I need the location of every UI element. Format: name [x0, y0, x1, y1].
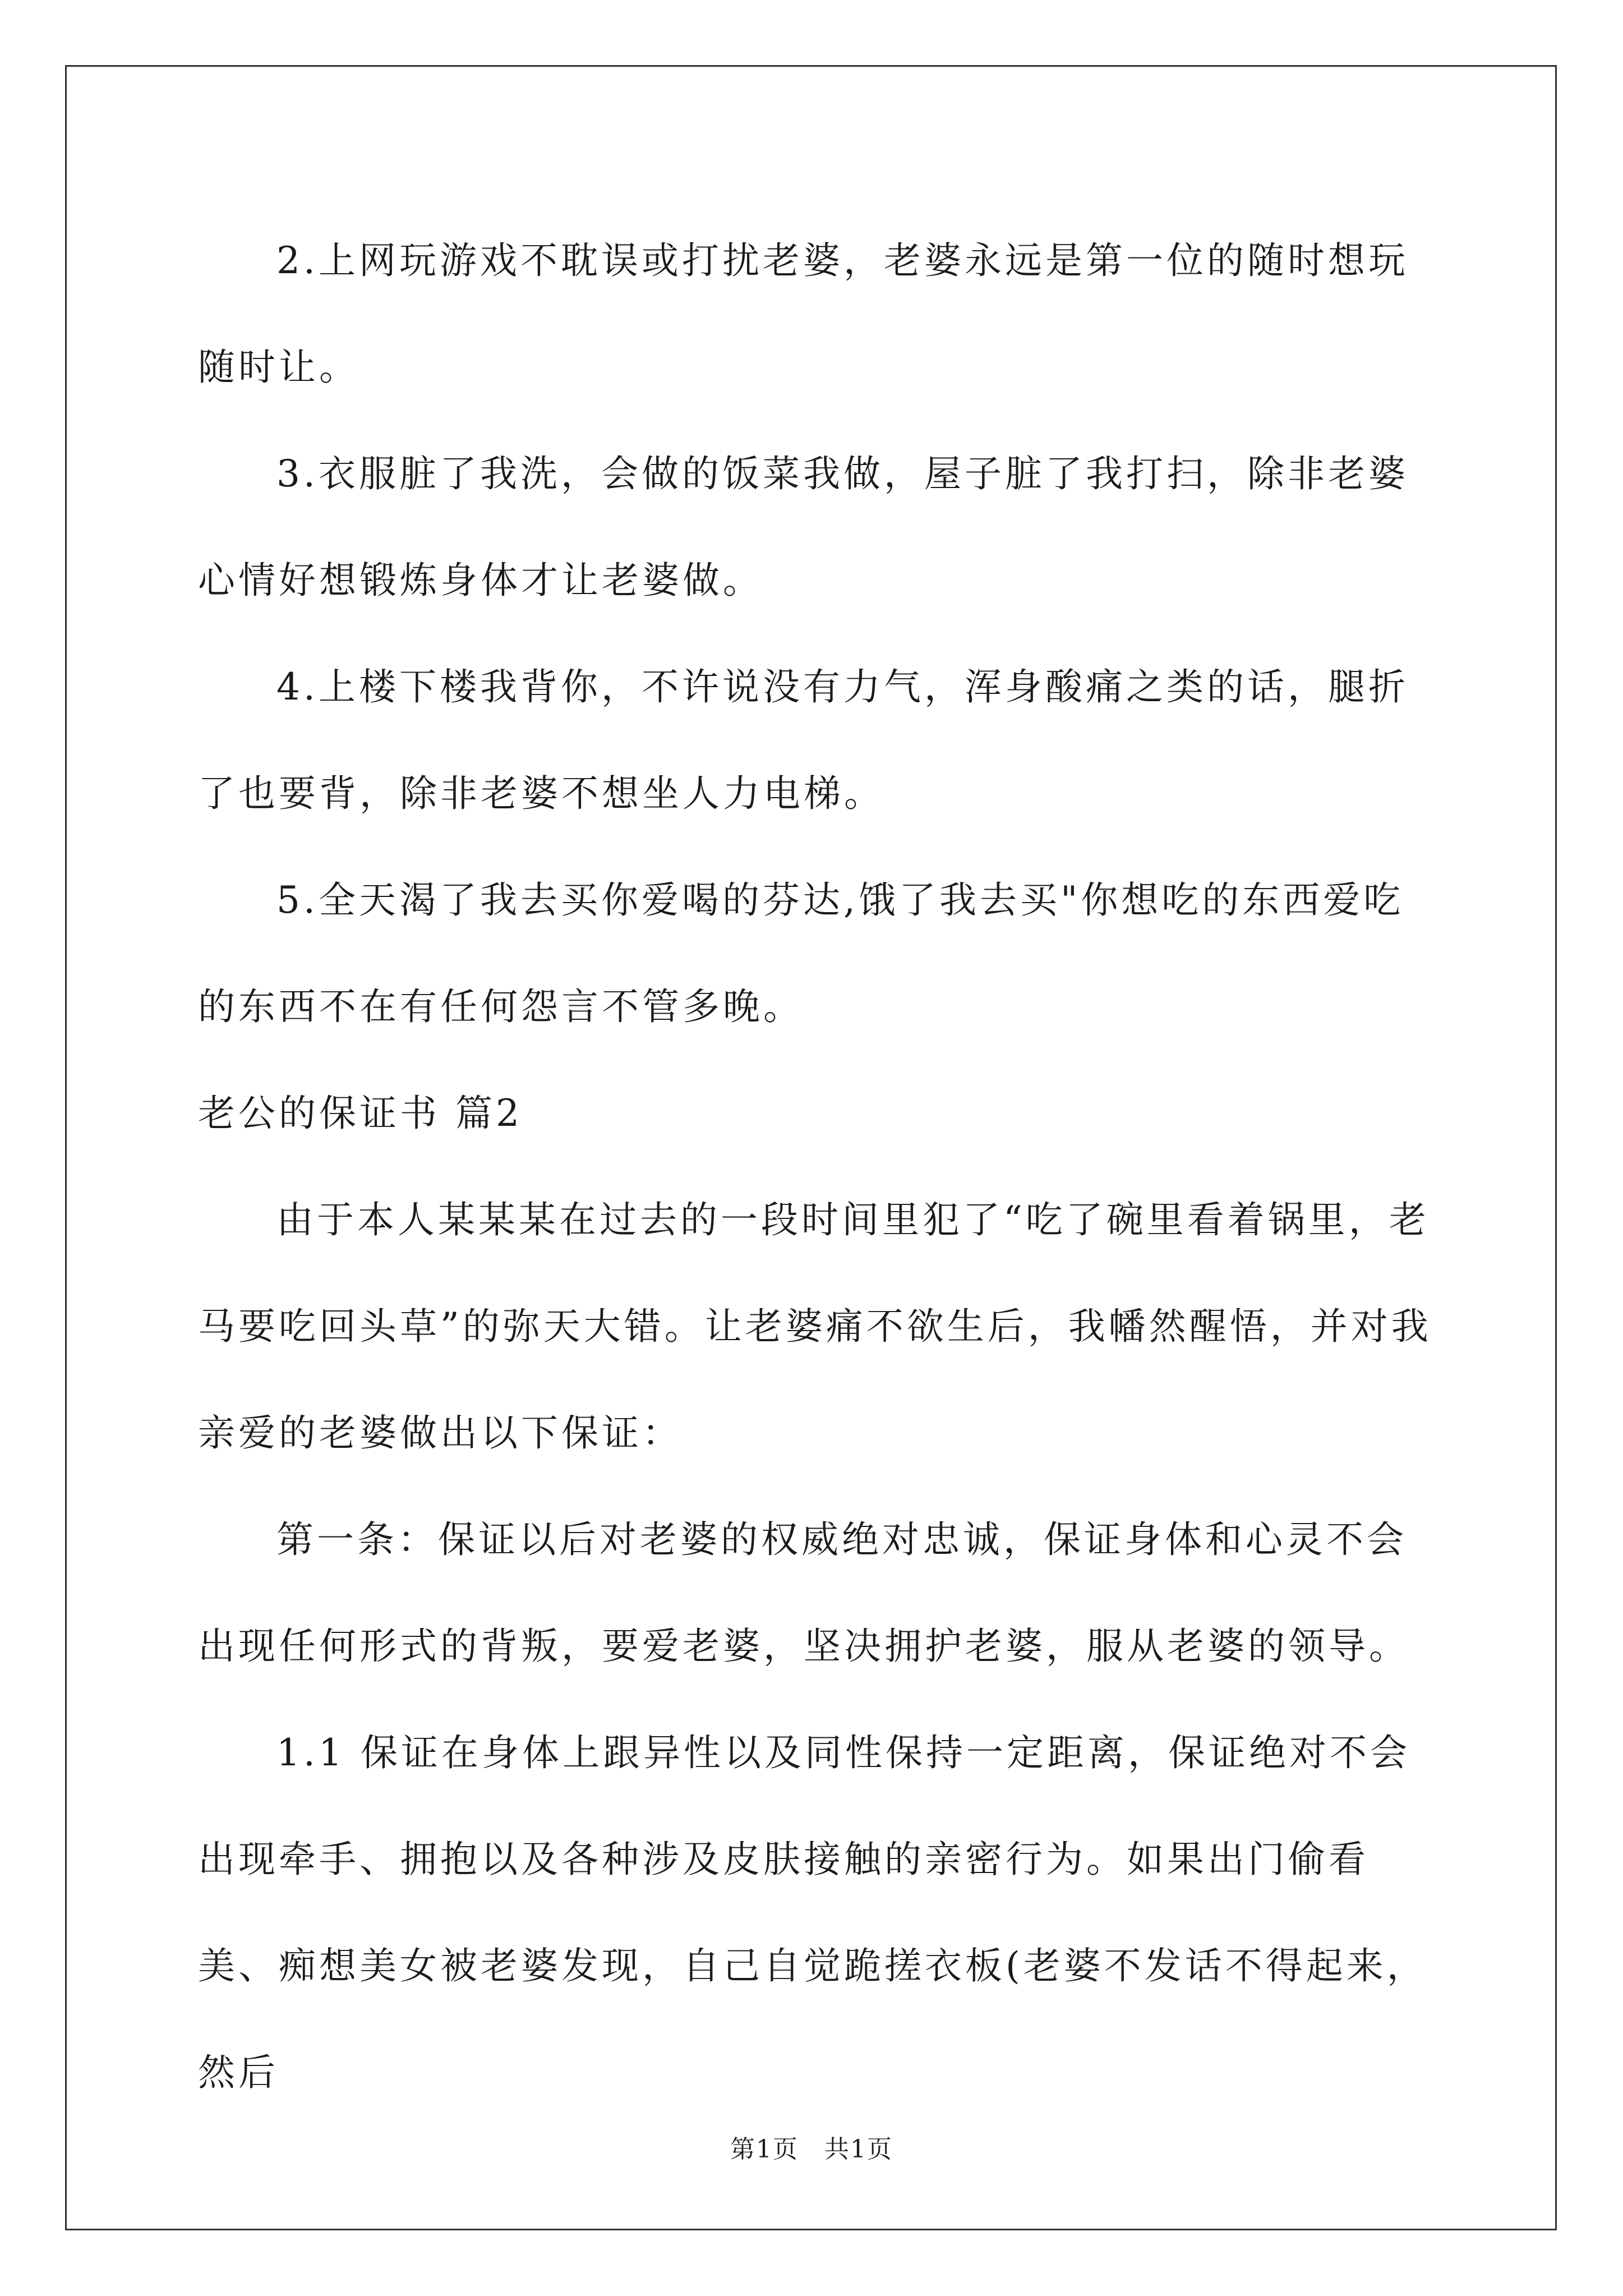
paragraph-intro: 由于本人某某某在过去的一段时间里犯了“吃了碗里看着锅里，老马要吃回头草”的弥天大错。让老婆痛不欲生后，我幡然醒悟，并对我亲爱的老婆做出以下保证：: [198, 1198, 1432, 1455]
paragraph-item-5: 5.全天渴了我去买你爱喝的芬达,饿了我去买"你想吃的东西爱吃的东西不在有任何怨言不管多晚。: [198, 878, 1404, 1028]
paragraph-item-4: 4.上楼下楼我背你，不许说没有力气，浑身酸痛之类的话，腿折了也要背，除非老婆不想坐人力电梯。: [198, 665, 1409, 815]
paragraph-article-1-1: 1.1 保证在身体上跟异性以及同性保持一定距离，保证绝对不会出现牵手、拥抱以及各种涉及皮肤接触的亲密行为。如果出门偷看美、痴想美女被老婆发现，自己自觉跪搓衣板(老婆不发话不得起来，然后: [198, 1731, 1427, 2094]
paragraph-article-1: 第一条：保证以后对老婆的权威绝对忠诚，保证身体和心灵不会出现任何形式的背叛，要爱老婆，坚决拥护老婆，服从老婆的领导。: [198, 1518, 1409, 1668]
document-body: [198, 208, 1432, 2126]
page-footer: 第1页 共1页: [730, 2135, 893, 2164]
section-heading: 老公的保证书 篇2: [198, 1092, 523, 1135]
paragraph-item-2: 2.上网玩游戏不耽误或打扰老婆，老婆永远是第一位的随时想玩随时让。: [198, 239, 1409, 389]
paragraph-item-3: 3.衣服脏了我洗，会做的饭菜我做，屋子脏了我打扫，除非老婆心情好想锻炼身体才让老婆做。: [198, 452, 1409, 602]
